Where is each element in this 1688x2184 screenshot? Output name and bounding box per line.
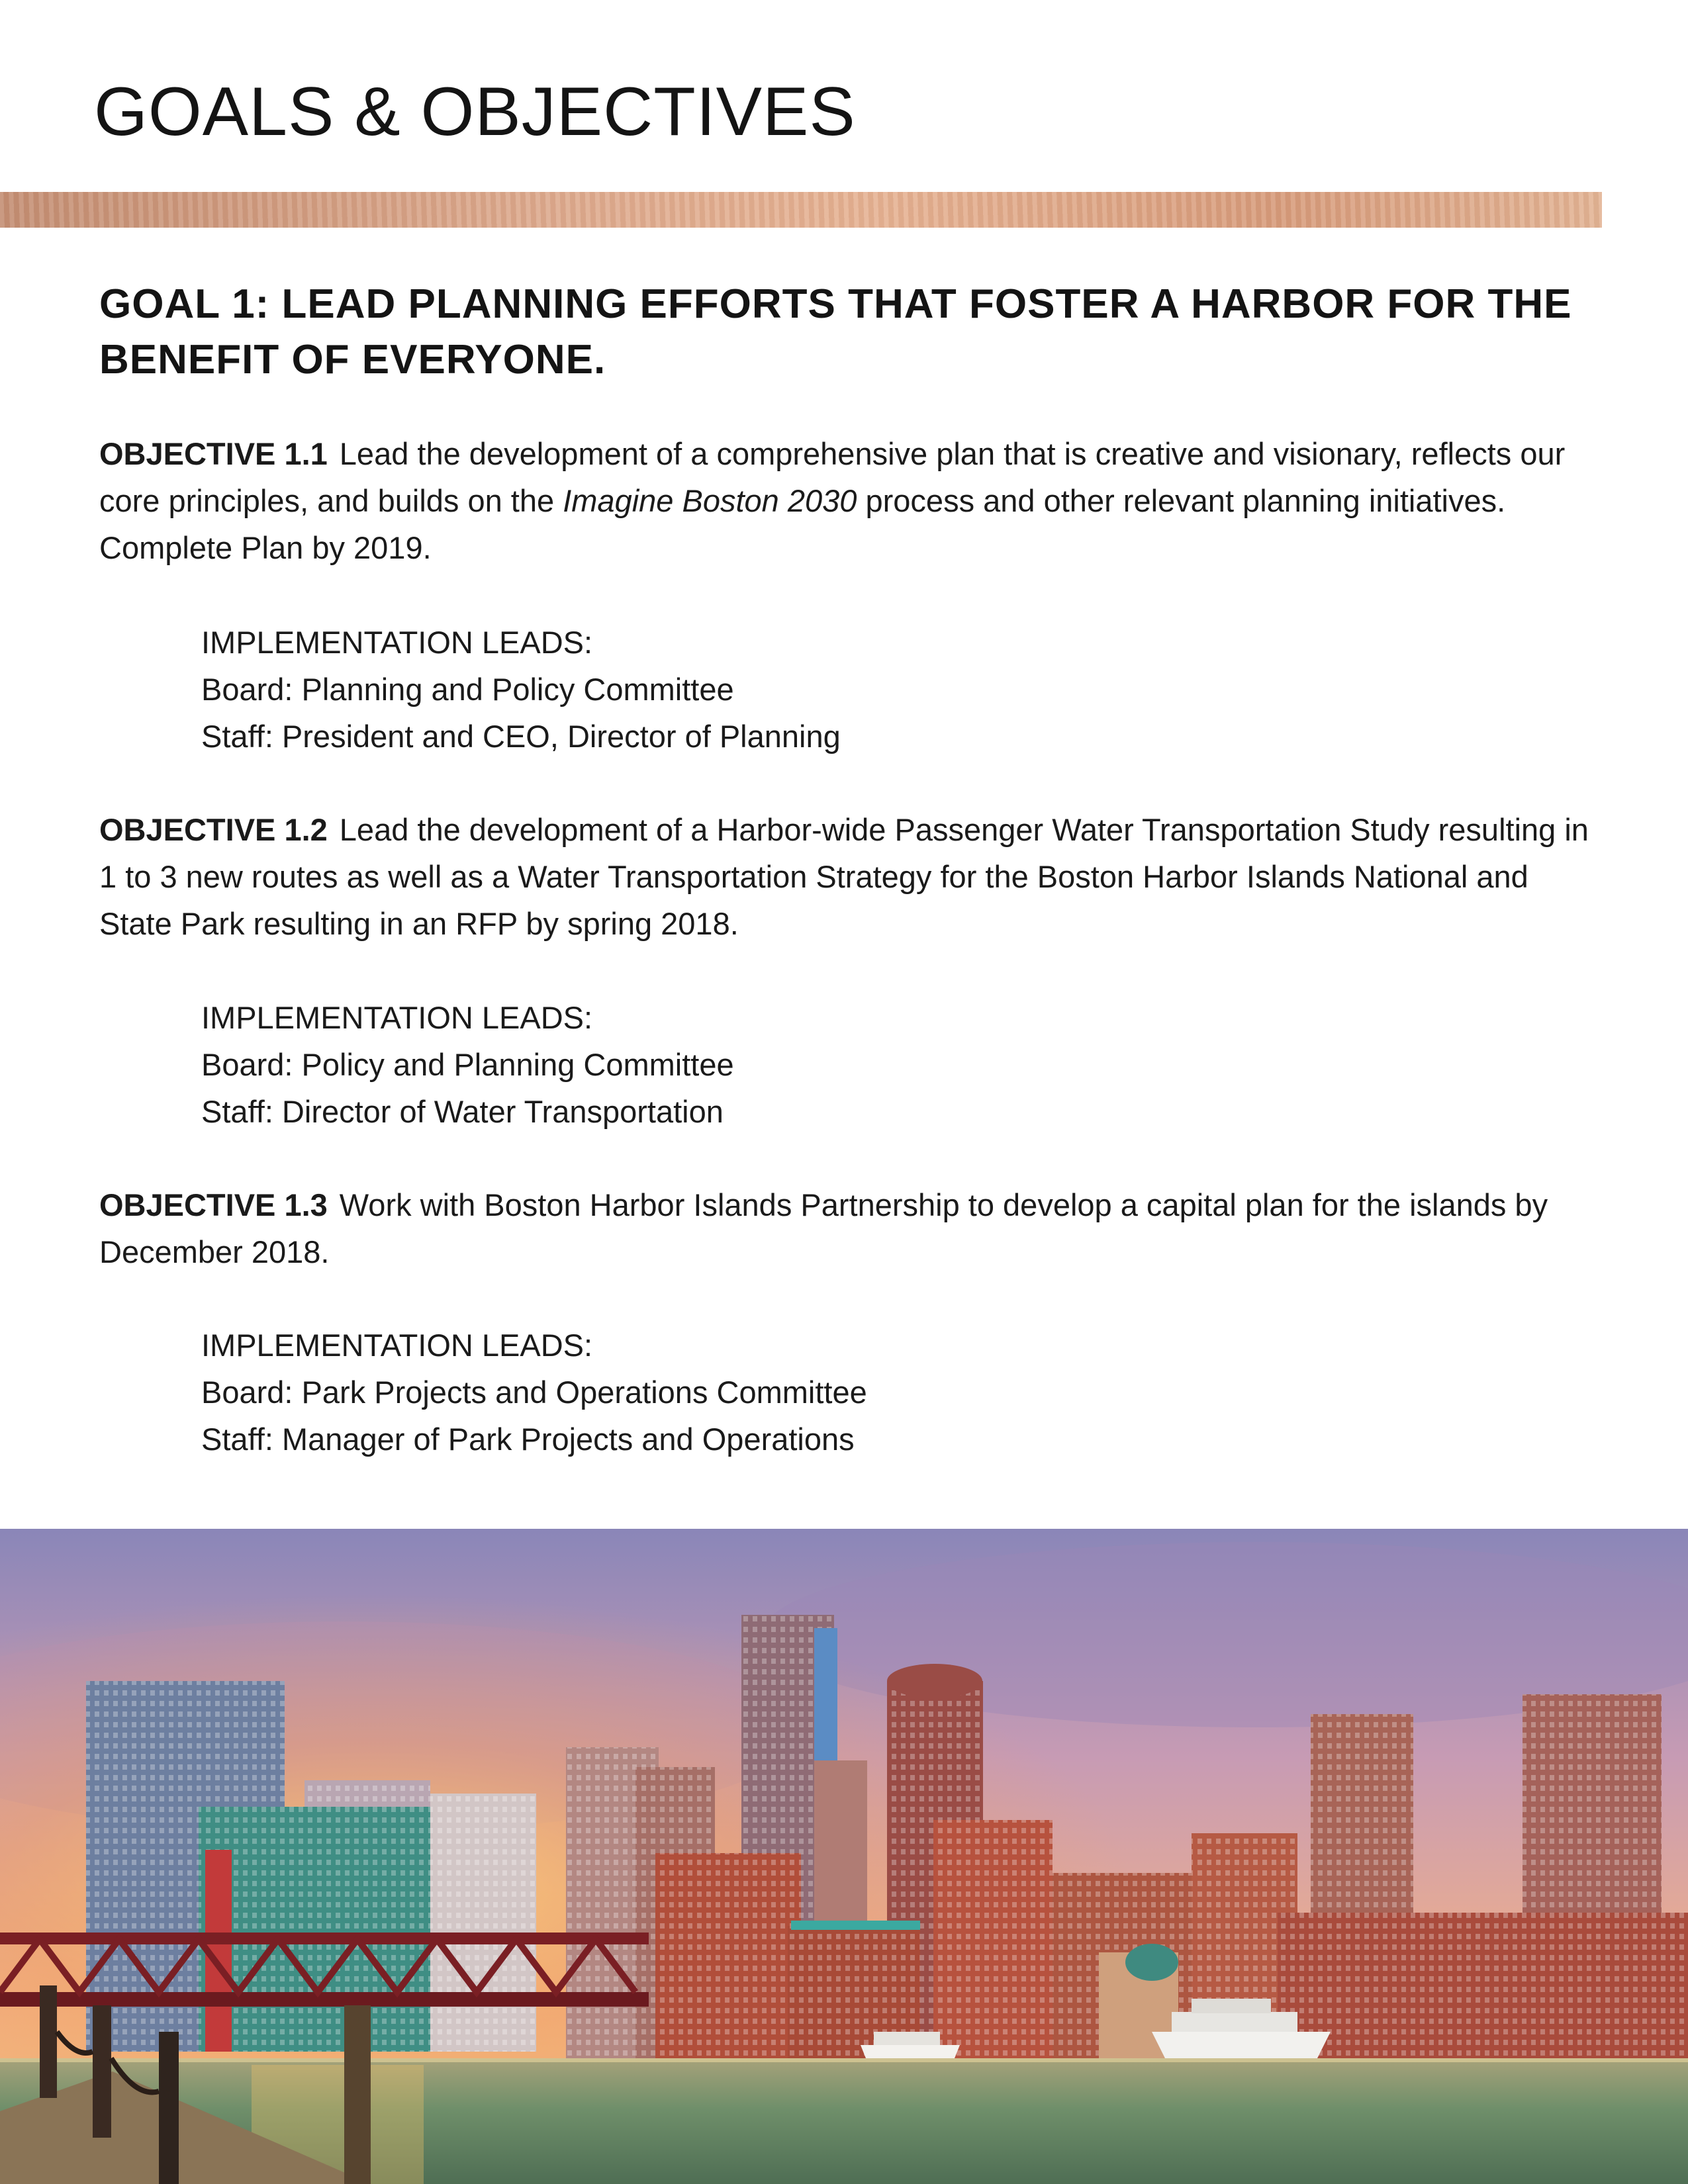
objective-label: OBJECTIVE 1.1 bbox=[99, 436, 328, 471]
skyline-illustration bbox=[0, 1529, 1688, 2184]
leads-staff: Staff: President and CEO, Director of Planning bbox=[201, 719, 841, 754]
leads-heading: IMPLEMENTATION LEADS: bbox=[201, 625, 593, 660]
leads-board: Board: Park Projects and Operations Committee bbox=[201, 1375, 867, 1410]
leads-board: Board: Policy and Planning Committee bbox=[201, 1047, 734, 1082]
objective-label: OBJECTIVE 1.3 bbox=[99, 1187, 328, 1222]
objective-1-1 bbox=[99, 430, 1595, 571]
city-skyline-photo bbox=[0, 1529, 1688, 2184]
leads-heading: IMPLEMENTATION LEADS: bbox=[201, 1000, 593, 1035]
objective-1-3 bbox=[99, 1181, 1595, 1275]
objective-label: OBJECTIVE 1.2 bbox=[99, 812, 328, 847]
decorative-banner bbox=[0, 192, 1602, 228]
leads-board: Board: Planning and Policy Committee bbox=[201, 672, 734, 707]
objective-text: Lead the development of a comprehensive plan that is creative and visionary, reflects our core principles, and builds on the bbox=[99, 436, 1566, 518]
goal-heading: GOAL 1: LEAD PLANNING EFFORTS THAT FOSTER A HARBOR FOR THE BENEFIT OF EVERYONE. bbox=[99, 281, 1572, 383]
implementation-leads-1-3 bbox=[201, 1322, 867, 1463]
objective-text-continued: process and other relevant planning initiatives. Complete Plan by 2019. bbox=[99, 483, 1506, 565]
leads-staff: Staff: Manager of Park Projects and Operations bbox=[201, 1422, 855, 1457]
leads-heading: IMPLEMENTATION LEADS: bbox=[201, 1328, 593, 1363]
implementation-leads-1-2 bbox=[201, 994, 734, 1135]
objective-text: Lead the development of a Harbor-wide Passenger Water Transportation Study resulting in 1 to 3 new routes as well as a Water Transportation Strategy for the Boston Harbor Islands National and State Park resulting in an RFP by spring 2018. bbox=[99, 812, 1589, 941]
objective-emphasis: Imagine Boston 2030 bbox=[563, 483, 857, 518]
objective-text: Work with Boston Harbor Islands Partnership to develop a capital plan for the islands by December 2018. bbox=[99, 1187, 1548, 1269]
objective-1-2 bbox=[99, 806, 1595, 947]
leads-staff: Staff: Director of Water Transportation bbox=[201, 1094, 724, 1129]
page-title: GOALS & OBJECTIVES bbox=[94, 73, 856, 150]
implementation-leads-1-1 bbox=[201, 619, 841, 760]
